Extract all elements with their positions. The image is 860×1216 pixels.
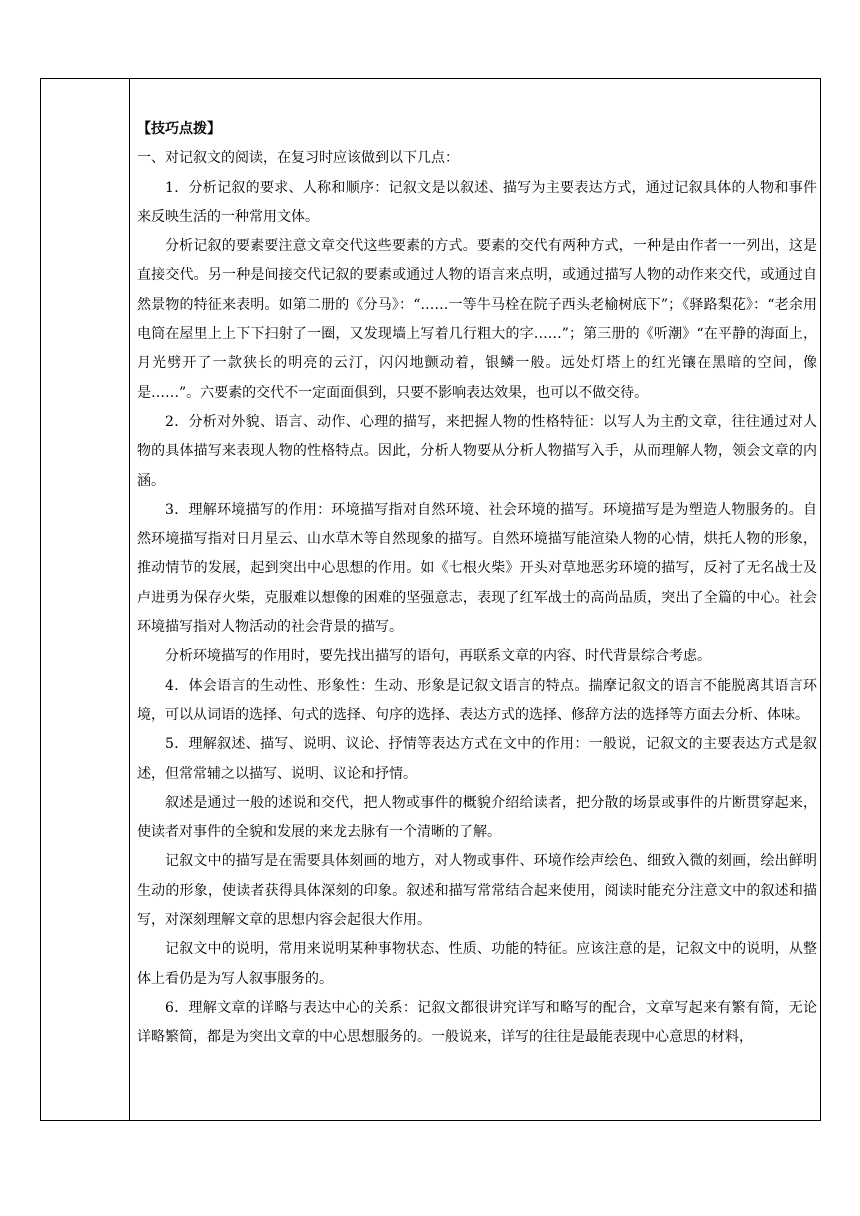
paragraph: 记叙文中的说明，常用来说明某种事物状态、性质、功能的特征。应该注意的是，记叙文中的说明，从整体上看仍是为写人叙事服务的。 — [137, 941, 817, 987]
paragraph: 1．分析记叙的要求、人称和顺序：记叙文是以叙述、描写为主要表达方式，通过记叙具体的人物和事件来反映生活的一种常用文体。 — [137, 179, 817, 225]
paragraph: 6．理解文章的详略与表达中心的关系：记叙文都很讲究详写和略写的配合，文章写起来有繁有简，无论详略繁简，都是为突出文章的中心思想服务的。一般说来，详写的往往是最能表现中心意思的材料， — [137, 999, 817, 1046]
paragraph: 分析记叙的要素要注意文章交代这些要素的方式。要素的交代有两种方式，一种是由作者一一列出，这是直接交代。另一种是间接交代记叙的要素或通过人物的语言来点明，或通过描写人物的动作来交代，或通过自然景物的特征来表明。如第二册的《分马》：“……一等牛马栓在院子西头老榆树底下”；《驿路梨花》：“老余用电筒在屋里上上下下扫射了一圈，又发现墙上写着几行粗大的字……”；第三册的《听潮》“在平静的海面上，月光劈开了一款狭长的明亮的云汀，闪闪地颤动着，银鳞一般。远处灯塔上的红光镶在黑暗的空间，像是……”。六要素的交代不一定面面俱到，只要不影响表达效果，也可以不做交待。 — [137, 238, 817, 401]
paragraph: 分析环境描写的作用时，要先找出描写的语句，再联系文章的内容、时代背景综合考虑。 — [165, 648, 711, 665]
paragraph: 3．理解环境描写的作用：环境描写指对自然环境、社会环境的描写。环境描写是为塑造人物服务的。自然环境描写指对日月星云、山水草木等自然现象的描写。自然环境描写能渲染人物的心情，烘托人物的形象，推动情节的发展，起到突出中心思想的作用。如《七根火柴》开头对草地恶劣环境的描写，反衬了无名战士及卢进勇为保存火柴，克服难以想像的困难的坚强意志，表现了红军战士的高尚品质，突出了全篇的中心。社会环境描写指对人物活动的社会背景的描写。 — [137, 501, 817, 636]
paragraph: 4．体会语言的生动性、形象性：生动、形象是记叙文语言的特点。揣摩记叙文的语言不能脱离其语言环境，可以从词语的选择、句式的选择、句序的选择、表达方式的选择、修辞方法的选择等方面去分析、体味。 — [137, 677, 817, 723]
column-divider — [129, 79, 130, 1120]
paragraph: 一、对记叙文的阅读，在复习时应该做到以下几点： — [137, 150, 459, 167]
paragraph: 叙述是通过一般的述说和交代，把人物或事件的概貌介绍给读者，把分散的场景或事件的片断贯穿起来，使读者对事件的全貌和发展的来龙去脉有一个清晰的了解。 — [137, 794, 817, 841]
paragraph: 记叙文中的描写是在需要具体刻画的地方，对人物或事件、环境作绘声绘色、细致入微的刻画，绘出鲜明生动的形象，使读者获得具体深刻的印象。叙述和描写常常结合起来使用，阅读时能充分注意文中的叙述和描写，对深刻理解文章的思想内容会起很大作用。 — [137, 853, 817, 929]
section-heading: 【技巧点拨】 — [137, 121, 221, 137]
document-table — [40, 78, 821, 1121]
paragraph: 2．分析对外貌、语言、动作、心理的描写，来把握人物的性格特征：以写人为主酌文章，往往通过对人物的具体描写来表现人物的性格特点。因此，分析人物要从分析人物描写入手，从而理解人物，领会文章的内涵。 — [137, 413, 817, 489]
paragraph: 5．理解叙述、描写、说明、议论、抒情等表达方式在文中的作用：一般说，记叙文的主要表达方式是叙述，但常常辅之以描写、说明、议论和抒情。 — [137, 736, 817, 782]
content-cell — [137, 115, 817, 1053]
